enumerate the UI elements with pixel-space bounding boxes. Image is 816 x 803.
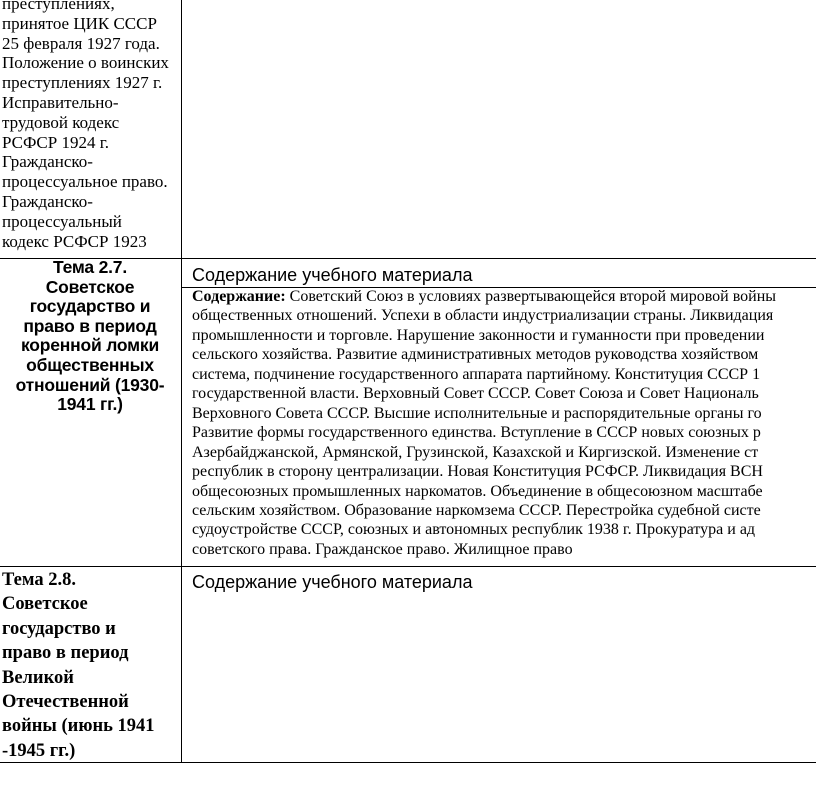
text-line: трудовой кодекс: [2, 112, 120, 132]
text-line: преступлениях 1927 г.: [2, 73, 163, 93]
text-line: отношений (1930-: [15, 374, 165, 395]
text-line: промышленности и торговле. Нарушение законности и гуманности при проведении: [192, 326, 765, 344]
row1-left-cell: [2, 0, 180, 252]
text-line: Гражданско-: [2, 152, 93, 172]
text-line: процессуальное право.: [2, 172, 168, 192]
text-line: государство и: [29, 296, 151, 317]
text-line: Великой: [2, 667, 74, 688]
text-line: 25 февраля 1927 года.: [2, 33, 160, 53]
text-line: Верховного Совета СССР. Высшие исполнительные и распорядительные органы го: [192, 404, 762, 422]
text-line: республик в сторону централизации. Новая Конституция РСФСР. Ликвидация ВСН: [192, 463, 763, 481]
text-line: Советское: [45, 276, 135, 297]
text-line: Тема 2.8.: [2, 570, 76, 590]
text-line: государство и: [2, 618, 116, 639]
text-line: коренной ломки: [20, 335, 160, 356]
text-line: Отечественной: [2, 692, 129, 713]
section-heading-2-7: Содержание учебного материала: [192, 265, 473, 285]
text-line: 1941 гг.): [57, 394, 123, 415]
text-line: процессуальный: [2, 211, 122, 231]
text-line: РСФСР 1924 г.: [2, 132, 110, 152]
table-bottom-border: [0, 762, 816, 763]
text-line: [192, 287, 816, 306]
text-line: Исправительно-: [2, 92, 119, 112]
text-line: преступлениях,: [2, 0, 115, 13]
text-line: право в период: [2, 643, 129, 664]
text-line: -1945 гг.): [2, 740, 76, 761]
text-line: общесоюзных промышленных наркоматов. Объединение в общесоюзном масштабе: [192, 482, 763, 500]
text-line: Тема 2.7.: [52, 258, 128, 277]
text-line: право в период: [23, 315, 157, 336]
text-line: сельского хозяйства. Развитие административных методов руководства хозяйством: [192, 346, 759, 364]
text-line: система, подчинение государственного аппарата партийному. Конституция СССР 1: [192, 365, 761, 383]
column-divider: [181, 0, 182, 762]
text-line: войны (июнь 1941: [2, 716, 155, 737]
text-line: общественных: [26, 354, 154, 375]
topic-2-7-title: [0, 258, 180, 558]
text-line: сельским хозяйством. Образование наркомзема СССР. Перестройка судебной систе: [192, 501, 761, 519]
text-line: советского права. Гражданское право. Жилищное право: [192, 540, 573, 558]
text-line: судоустройстве СССР, союзных и автономных республик 1938 г. Прокуратура и ад: [192, 521, 756, 539]
topic-2-8-title: [2, 566, 180, 762]
text-line: Азербайджанской, Армянской, Грузинской, Казахской и Киргизской. Изменение ст: [192, 443, 759, 461]
content-text: Советский Союз в условиях развертывающейся второй мировой войны: [285, 288, 777, 305]
content-label: Содержание:: [192, 288, 286, 305]
text-line: кодекс РСФСР 1923: [2, 231, 147, 251]
text-line: принятое ЦИК СССР: [2, 13, 157, 33]
section-heading-2-8: Содержание учебного материала: [192, 572, 473, 592]
text-line: Положение о воинских: [2, 53, 169, 73]
text-line: общественных отношений. Успехи в области индустриализации страны. Ликвидация: [192, 307, 774, 325]
text-line: Развитие формы государственного единства. Вступление в СССР новых союзных р: [192, 424, 761, 442]
topic-2-7-content: [192, 287, 816, 567]
text-line: государственной власти. Верховный Совет СССР. Совет Союза и Совет Националь: [192, 385, 759, 403]
text-line: Гражданско-: [2, 191, 93, 211]
text-line: Советское: [2, 594, 88, 615]
